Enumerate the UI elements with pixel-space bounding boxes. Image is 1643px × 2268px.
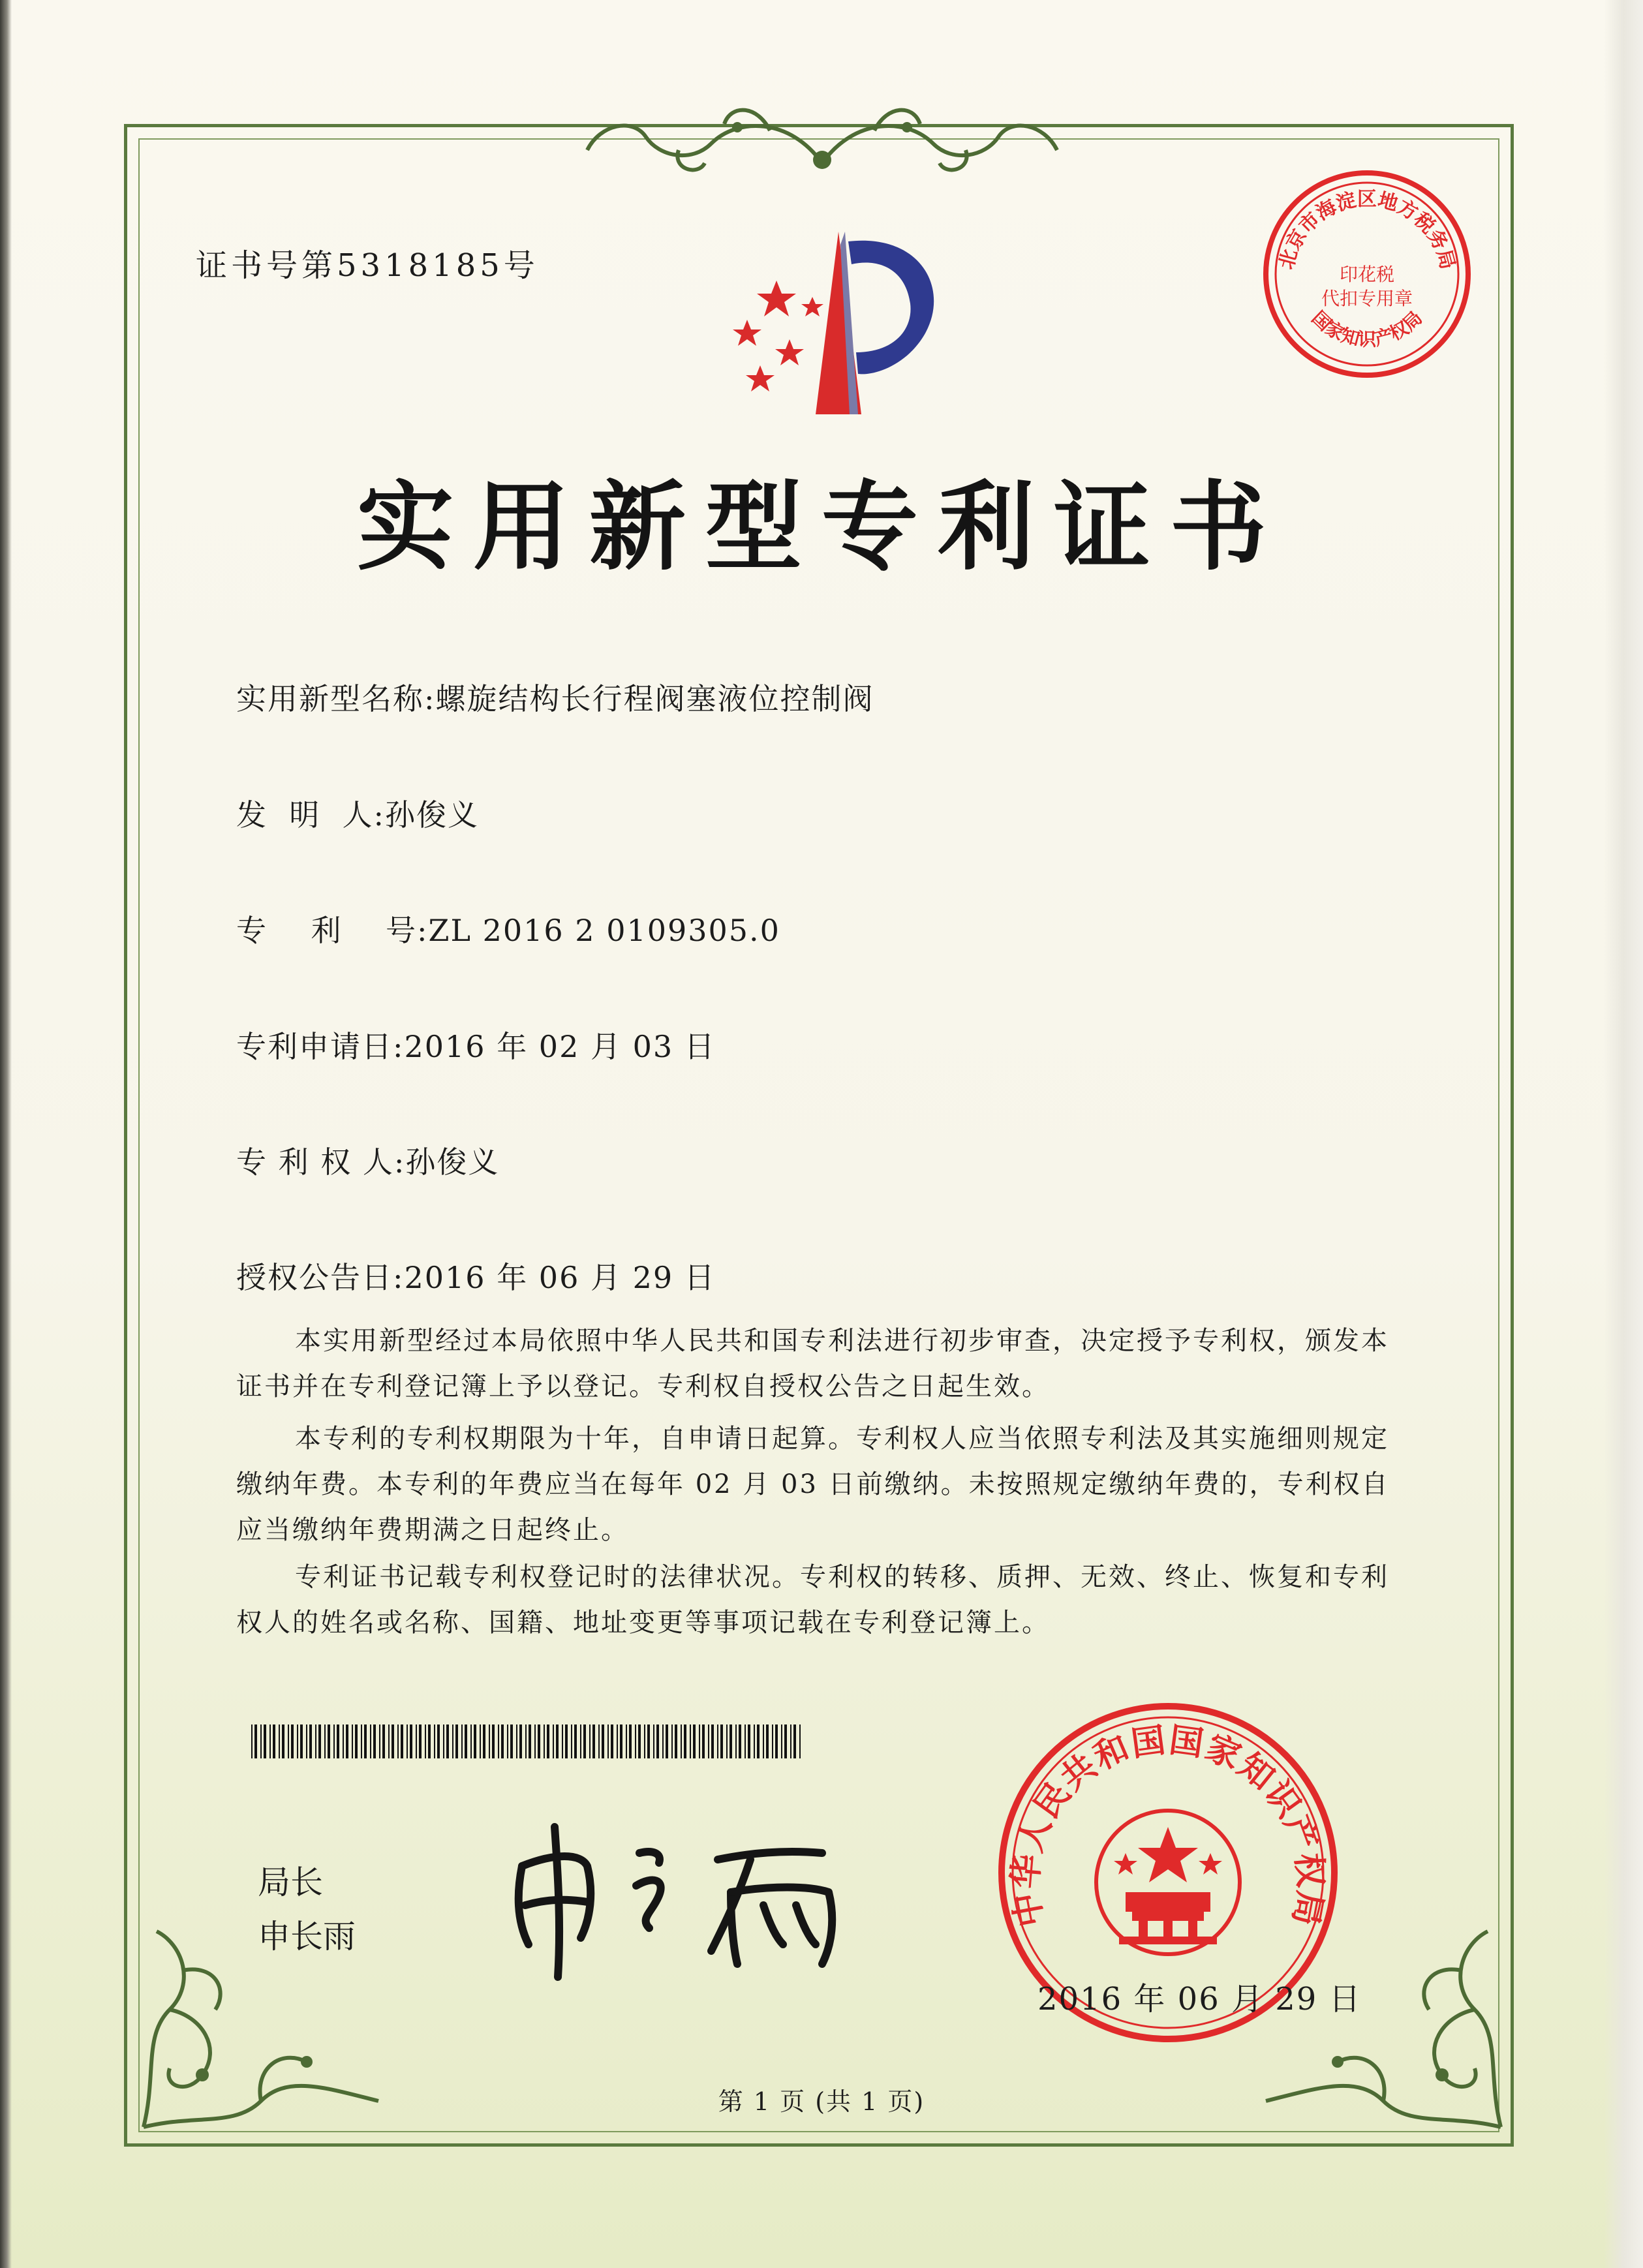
barcode-bar	[328, 1724, 330, 1758]
barcode-bar	[333, 1724, 335, 1758]
barcode-bar	[343, 1724, 344, 1758]
director-title: 局长	[258, 1863, 323, 1901]
barcode-bar	[629, 1724, 632, 1758]
barcode-bar	[684, 1724, 686, 1758]
barcode-bar	[264, 1724, 266, 1758]
field-label: 实用新型名称:	[236, 681, 436, 716]
barcode-bar	[492, 1724, 495, 1758]
barcode-bar	[745, 1724, 746, 1758]
barcode-bar	[571, 1724, 572, 1758]
barcode-bar	[425, 1724, 426, 1758]
barcode-bar	[297, 1724, 298, 1758]
barcode-bar	[269, 1724, 271, 1758]
barcode-bar	[607, 1724, 609, 1758]
barcode-bar	[355, 1724, 358, 1758]
barcode-bar	[507, 1724, 508, 1758]
barcode-bar	[589, 1724, 591, 1758]
barcode-bar	[470, 1724, 472, 1758]
barcode-bar	[635, 1724, 636, 1758]
barcode-bar	[702, 1724, 705, 1758]
barcode-bar	[602, 1724, 604, 1758]
barcode-bar	[279, 1724, 280, 1758]
barcode-bar	[461, 1724, 463, 1758]
barcode-bar	[790, 1724, 791, 1758]
scan-edge-shadow	[0, 0, 12, 2268]
national-emblem-icon	[1096, 1811, 1240, 1954]
barcode-bar	[565, 1724, 568, 1758]
barcode-bar	[373, 1724, 376, 1758]
barcode-bar	[763, 1724, 764, 1758]
barcode-bar	[364, 1724, 367, 1758]
barcode-bar	[754, 1724, 755, 1758]
barcode-bar	[574, 1724, 577, 1758]
barcode-bar	[407, 1724, 408, 1758]
field-utility-model-name	[236, 675, 874, 718]
barcode-bar	[370, 1724, 371, 1758]
field-patentee	[236, 1139, 499, 1182]
field-label: 发 明 人:	[236, 797, 385, 833]
tax-seal-inner-1: 印花税	[1339, 264, 1395, 285]
barcode-bar	[708, 1724, 709, 1758]
barcode-bar	[726, 1724, 728, 1758]
barcode-bar	[729, 1724, 732, 1758]
barcode-bar	[288, 1724, 289, 1758]
barcode-bar	[519, 1724, 522, 1758]
barcode-bar	[717, 1724, 718, 1758]
barcode-bar	[392, 1724, 394, 1758]
barcode-bar	[397, 1724, 399, 1758]
patent-office-logo	[698, 219, 953, 434]
barcode-bar	[352, 1724, 353, 1758]
barcode-bar	[644, 1724, 645, 1758]
page-number: 第 1 页 (共 1 页)	[718, 2087, 925, 2116]
barcode-bar	[428, 1724, 431, 1758]
barcode-bar	[416, 1724, 417, 1758]
field-label: 授权公告日:	[236, 1260, 405, 1295]
barcode-bar	[720, 1724, 723, 1758]
barcode-bar	[638, 1724, 641, 1758]
field-value: 螺旋结构长行程阀塞液位控制阀	[435, 681, 874, 716]
barcode-bar	[300, 1724, 303, 1758]
tax-stamp-seal	[1259, 166, 1475, 382]
barcode-bar	[254, 1724, 257, 1758]
barcode-bar	[681, 1724, 682, 1758]
barcode-bar	[553, 1724, 554, 1758]
barcode-bar	[662, 1724, 664, 1758]
barcode-bar	[452, 1724, 453, 1758]
barcode	[251, 1724, 806, 1758]
director-name: 申长雨	[258, 1918, 356, 1955]
barcode-bar	[772, 1724, 773, 1758]
barcode-bar	[544, 1724, 545, 1758]
barcode-bar	[309, 1724, 312, 1758]
seal-date: 2016 年 06 月 29 日	[1037, 1981, 1362, 2017]
certificate-title: 实用新型专利证书	[357, 471, 1286, 583]
barcode-bar	[562, 1724, 563, 1758]
barcode-bar	[324, 1724, 326, 1758]
tax-seal-bottom-text: 国家知识产权局	[1307, 307, 1427, 350]
barcode-bar	[282, 1724, 284, 1758]
tax-seal-outer-text: 北京市海淀区地方税务局	[1275, 188, 1459, 272]
barcode-bar	[547, 1724, 549, 1758]
barcode-bar	[306, 1724, 307, 1758]
barcode-bar	[617, 1724, 618, 1758]
barcode-bar	[793, 1724, 796, 1758]
barcode-bar	[489, 1724, 490, 1758]
barcode-bar	[516, 1724, 517, 1758]
barcode-bar	[580, 1724, 581, 1758]
field-label: 专 利 权 人:	[236, 1144, 406, 1180]
field-label: 专 利 号:	[236, 913, 429, 948]
barcode-bar	[510, 1724, 513, 1758]
barcode-bar	[437, 1724, 440, 1758]
barcode-bar	[382, 1724, 385, 1758]
body-paragraph-2: 本专利的专利权期限为十年，自申请日起算。专利权人应当依照专利法及其实施细则规定缴纳年费。本专利的年费应当在每年 02 月 03 日前缴纳。未按照规定缴纳年费的，专利权自应当缴纳年费期满之日起终止。	[236, 1424, 1390, 1545]
barcode-bar	[775, 1724, 778, 1758]
body-paragraph-1: 本实用新型经过本局依照中华人民共和国专利法进行初步审查，决定授予专利权，颁发本证书并在专利登记簿上予以登记。专利权自授权公告之日起生效。	[236, 1326, 1389, 1402]
field-application-date	[236, 1023, 716, 1066]
barcode-bar	[465, 1724, 467, 1758]
barcode-bar	[291, 1724, 294, 1758]
barcode-bar	[443, 1724, 444, 1758]
certificate-number: 证书号第5318185号	[196, 247, 539, 284]
barcode-bar	[337, 1724, 339, 1758]
barcode-bar	[690, 1724, 691, 1758]
barcode-bar	[434, 1724, 435, 1758]
field-value: 2016 年 06 月 29 日	[404, 1260, 716, 1295]
field-value: 孙俊义	[405, 1144, 500, 1180]
barcode-bar	[480, 1724, 481, 1758]
barcode-bar	[656, 1724, 659, 1758]
barcode-bar	[260, 1724, 262, 1758]
field-label: 专利申请日:	[236, 1029, 405, 1064]
barcode-bar	[346, 1724, 348, 1758]
barcode-bar	[666, 1724, 668, 1758]
barcode-bar	[498, 1724, 499, 1758]
barcode-bar	[611, 1724, 613, 1758]
field-value: 孙俊义	[385, 797, 479, 833]
barcode-bar	[675, 1724, 677, 1758]
barcode-bar	[251, 1724, 253, 1758]
barcode-bar	[799, 1724, 801, 1758]
barcode-bar	[379, 1724, 380, 1758]
barcode-bar	[748, 1724, 750, 1758]
barcode-bar	[410, 1724, 412, 1758]
barcode-bar	[647, 1724, 650, 1758]
barcode-bar	[529, 1724, 531, 1758]
field-grant-date	[236, 1254, 716, 1297]
barcode-bar	[273, 1724, 275, 1758]
barcode-bar	[620, 1724, 622, 1758]
barcode-bar	[739, 1724, 741, 1758]
barcode-bar	[361, 1724, 362, 1758]
barcode-bar	[711, 1724, 714, 1758]
barcode-bar	[446, 1724, 449, 1758]
barcode-bar	[318, 1724, 321, 1758]
barcode-bar	[556, 1724, 559, 1758]
barcode-bar	[735, 1724, 737, 1758]
body-paragraph-3: 专利证书记载专利权登记时的法律状况。专利权的转移、质押、无效、终止、恢复和专利权人的姓名或名称、国籍、地址变更等事项记载在专利登记簿上。	[236, 1562, 1389, 1638]
barcode-bar	[699, 1724, 700, 1758]
field-value: ZL 2016 2 0109305.0	[428, 913, 780, 948]
seal-arc-text: 中华人民共和国国家知识产权局	[1006, 1721, 1330, 1930]
field-value: 2016 年 02 月 03 日	[404, 1029, 716, 1064]
barcode-bar	[766, 1724, 769, 1758]
barcode-bar	[315, 1724, 316, 1758]
barcode-bar	[757, 1724, 760, 1758]
field-patent-number	[236, 907, 780, 950]
barcode-bar	[525, 1724, 527, 1758]
barcode-bar	[583, 1724, 586, 1758]
barcode-bar	[626, 1724, 627, 1758]
barcode-bar	[781, 1724, 782, 1758]
svg-text:国家知识产权局	[1308, 307, 1426, 350]
barcode-bar	[653, 1724, 654, 1758]
field-inventor	[236, 791, 479, 835]
barcode-bar	[693, 1724, 696, 1758]
barcode-bar	[455, 1724, 458, 1758]
barcode-bar	[419, 1724, 422, 1758]
barcode-bar	[598, 1724, 600, 1758]
director-signature	[496, 1814, 861, 1984]
barcode-bar	[534, 1724, 536, 1758]
barcode-bar	[671, 1724, 673, 1758]
barcode-bar	[474, 1724, 476, 1758]
top-ornament	[574, 91, 1070, 183]
barcode-bar	[388, 1724, 390, 1758]
barcode-bar	[784, 1724, 787, 1758]
barcode-bar	[401, 1724, 403, 1758]
barcode-bar	[592, 1724, 595, 1758]
tax-seal-inner-2: 代扣专用章	[1321, 288, 1413, 309]
scan-edge-right	[1604, 0, 1643, 2268]
svg-text:北京市海淀区地方税务局	[1275, 188, 1459, 271]
barcode-bar	[501, 1724, 504, 1758]
barcode-bar	[538, 1724, 540, 1758]
barcode-bar	[483, 1724, 485, 1758]
